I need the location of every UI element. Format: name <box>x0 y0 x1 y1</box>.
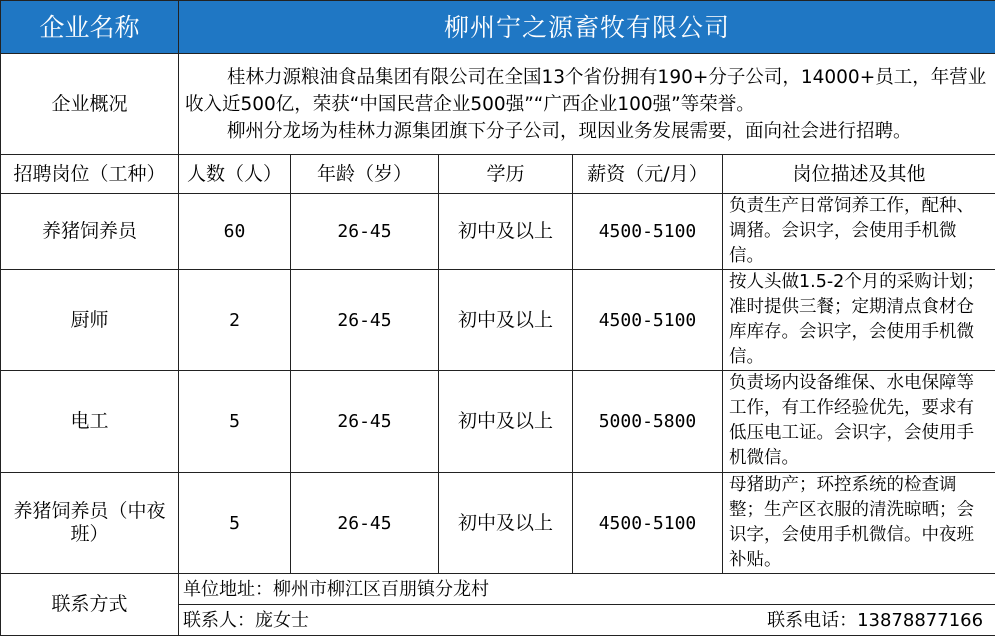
job-education: 初中及以上 <box>439 371 573 473</box>
overview-paragraph-1: 桂林力源粮油食品集团有限公司在全国13个省份拥有190+分子公司，14000+员工，年营业收入近500亿，荣获“中国民营企业500强”“广西企业100强”等荣誉。 <box>185 64 989 118</box>
job-age: 26-45 <box>291 371 439 473</box>
column-header-row <box>1 155 995 194</box>
job-count: 5 <box>179 473 291 574</box>
overview-row <box>1 54 995 155</box>
overview-label: 企业概况 <box>1 54 179 155</box>
job-salary: 4500-5100 <box>573 270 723 371</box>
job-position: 电工 <box>1 371 179 473</box>
job-position: 养猪饲养员 <box>1 194 179 270</box>
contact-person: 联系人：庞女士 <box>183 610 309 631</box>
job-position: 厨师 <box>1 270 179 371</box>
job-age: 26-45 <box>291 270 439 371</box>
table-row <box>1 371 995 473</box>
job-age: 26-45 <box>291 194 439 270</box>
overview-text <box>179 54 995 155</box>
job-salary: 4500-5100 <box>573 473 723 574</box>
job-salary: 4500-5100 <box>573 194 723 270</box>
company-name-label: 企业名称 <box>1 1 179 54</box>
column-header-position: 招聘岗位（工种） <box>1 155 179 194</box>
job-description: 负责生产日常饲养工作，配种、调猪。会识字，会使用手机微信。 <box>723 194 995 270</box>
overview-paragraph-2: 柳州分龙场为桂林力源集团旗下分子公司，现因业务发展需要，面向社会进行招聘。 <box>185 118 989 145</box>
job-description: 母猪助产；环控系统的检查调整；生产区衣服的清洗晾晒；会识字，会使用手机微信。中夜班补贴。 <box>723 473 995 574</box>
column-header-description: 岗位描述及其他 <box>723 155 995 194</box>
table-row <box>1 194 995 270</box>
job-education: 初中及以上 <box>439 473 573 574</box>
job-description: 按人头做1.5-2个月的采购计划；准时提供三餐；定期清点食材仓库库存。会识字，会使用手机微信。 <box>723 270 995 371</box>
job-education: 初中及以上 <box>439 270 573 371</box>
column-header-count: 人数（人） <box>179 155 291 194</box>
contact-address: 单位地址：柳州市柳江区百朋镇分龙村 <box>179 574 995 605</box>
company-name: 柳州宁之源畜牧有限公司 <box>179 1 995 54</box>
job-salary: 5000-5800 <box>573 371 723 473</box>
column-header-salary: 薪资（元/月） <box>573 155 723 194</box>
job-count: 60 <box>179 194 291 270</box>
contact-label: 联系方式 <box>1 574 179 636</box>
job-age: 26-45 <box>291 473 439 574</box>
header-row <box>1 1 995 54</box>
column-header-age: 年龄（岁） <box>291 155 439 194</box>
contact-phone: 联系电话：13878877166 <box>767 609 995 632</box>
table-row <box>1 473 995 574</box>
job-count: 5 <box>179 371 291 473</box>
column-header-education: 学历 <box>439 155 573 194</box>
job-description: 负责场内设备维保、水电保障等工作，有工作经验优先，要求有低压电工证。会识字，会使用手机微信。 <box>723 371 995 473</box>
job-count: 2 <box>179 270 291 371</box>
table-row <box>1 270 995 371</box>
contact-row-address <box>1 574 995 605</box>
job-position: 养猪饲养员（中夜班） <box>1 473 179 574</box>
job-education: 初中及以上 <box>439 194 573 270</box>
